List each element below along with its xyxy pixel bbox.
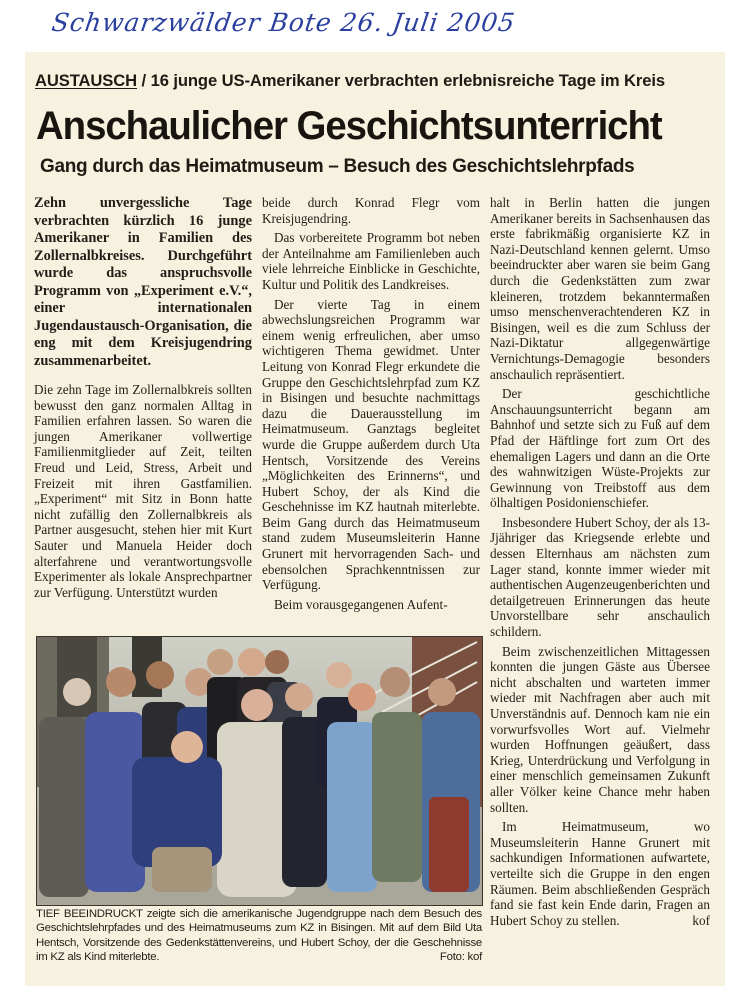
article-subheadline: Gang durch das Heimatmuseum – Besuch des Geschichtslehrpfads	[40, 156, 635, 177]
body-paragraph	[490, 819, 710, 928]
kicker-text: / 16 junge US-Amerikaner verbrachten erlebnisreiche Tage im Kreis	[137, 71, 666, 90]
body-paragraph: Der vierte Tag in einem abwechslungsreichen Programm war einem wenig erfreulichen, aber umso wichtigeren Thema gewidmet. Unter Leitung von Konrad Flegr erkundete die Gruppe den Geschichtslehrpfad zum KZ in Bisingen und besuchte nachmittags dazu die Dauerausstellung im Heimatmuseum. Ganztags begleitet wurde die Gruppe außerdem durch Uta Hentsch, Vorsitzende des Vereins „Möglichkeiten des Erinnerns“, und Hubert Schoy, der als Kind die Geschehnisse im KZ hautnah miterlebte. Beim Gang durch das Heimatmuseum stand zudem Museumsleiterin Hanne Grunert mit hervorragenden Sach- und ebensolchen Sprachkenntnissen zur Verfügung.	[262, 296, 480, 593]
article-column-1	[34, 195, 252, 604]
group-photo	[36, 636, 483, 906]
body-paragraph: Beim vorausgegangenen Aufent-	[274, 596, 448, 612]
photo-credit: Foto: kof	[439, 951, 482, 964]
caption-text: zeigte sich die amerikanische Jugendgruppe nach dem Besuch des Geschichtslehrpfades und des Heimatmuseums zum KZ in Bisingen. Mit auf dem Bild Uta Hentsch, Vorsitzende des Gedenkstättenvereins, und Hubert Schoy, der die Geschehnisse im KZ als Kind miterlebte.	[36, 908, 483, 964]
body-paragraph: beide durch Konrad Flegr vom Kreisjugendring.	[262, 195, 480, 226]
article-headline: Anschaulicher Geschichtsunterricht	[36, 104, 662, 148]
body-paragraph: Die zehn Tage im Zollernalbkreis sollten bewusst den ganz normalen Alltag in Familien erfahren lassen. So waren die jungen Amerikaner vollwertige Familienmitglieder auf Zeit, teilten Freud und Leid, Stress, Arbeit und Freizeit mit ihren Gastfamilien. „Experiment“ mit Sitz in Bonn hatte nicht zufällig den Zollernalbkreis als Partner ausgesucht, stehen hier mit Kurt Sauter und Manuela Heider doch alterfahrene und verantwortungsvolle Experimenter als lokale Ansprechpartner zur Verfügung. Unterstützt wurden	[34, 382, 252, 600]
article-column-3	[490, 195, 710, 932]
body-paragraph: Beim zwischenzeitlichen Mittagessen konnten die jungen Gäste aus Übersee nicht abschalten und warteten immer wieder mit Nachfragen aber auch mit Unverständnis auf. Dennoch kam nie ein vorwurfsvolles Wort auf. Vielmehr wurden Hoffnungen geäußert, dass Krieg, Unterdrückung und Verfolgung in einer menschlich gemeinsamen Zukunft aller Völker keine Chance mehr haben sollten.	[490, 643, 710, 815]
body-paragraph: Das vorbereitete Programm bot neben der Anteilnahme am Familienleben auch viele lehrreiche Einblicke in Geschichte, Kultur und Politik des Landkreises.	[262, 230, 480, 292]
body-paragraph: Der geschichtliche Anschauungsunterricht begann am Bahnhof und setzte sich zu Fuß auf dem Pfad der Häftlinge fort zum Ort des ehemaligen Lagers und dann an die Orte des wahnwitzigen Wüste-Projekts zur Gewinnung von Treibstoff aus dem ölhaltigen Posidonienschiefer.	[490, 386, 710, 511]
caption-lead: TIEF BEEINDRUCKT	[36, 908, 143, 920]
article-column-2	[262, 195, 480, 616]
photo-caption	[36, 907, 482, 965]
lead-paragraph: Zehn unvergessliche Tage verbrachten kürzlich 16 junge Amerikaner in Familien des Zollernalbkreises. Durchgeführt wurde das anspruchsvolle Programm von „Experiment e.V.“, einer internationalen Jugendaustausch-Organisation, die eng mit dem Kreisjugendring zusammenarbeitet.	[34, 195, 252, 369]
article-kicker	[35, 71, 665, 91]
kicker-tag: AUSTAUSCH	[35, 71, 138, 90]
handwritten-source-note: Schwarzwälder Bote 26. Juli 2005	[49, 8, 518, 37]
body-paragraph: halt in Berlin hatten die jungen Amerikaner bereits in Sachsenhausen das erste fabrikmäßig organisierte KZ in Nazi-Deutschland kennen gelernt. Umso beeindruckter aber waren sie beim Gang durch die Gedenkstätten zum zwar kleineren, trotzdem bekanntermaßen umso menschenverachtenderen KZ in Bisingen, weil es die zum Schluss der Nazi-Diktatur allgegenwärtige Vernichtungs-Demagogie besonders anschaulich repräsentiert.	[490, 195, 710, 382]
final-paragraph-text: Im Heimatmuseum, wo Museumsleiterin Hanne Grunert mit sachkundigen Informationen aufwartete, verteilte sich die Gruppe in den engen Räumen. Beim abschließenden Gespräch fand sie fast kein Ende darin, Fragen an Hubert Schoy zu stellen.	[490, 819, 710, 928]
group-photo-illustration	[37, 637, 482, 905]
author-signature: kof	[692, 912, 710, 928]
body-paragraph: Insbesondere Hubert Schoy, der als 13-Jjähriger das Kriegsende erlebte und dessen Elternhaus am nächsten zum Lager stand, konnte immer wieder mit authentischen Augenzeugenberichten und detailgetreuen Erinnerungen das heute Unvorstellbare sehr anschaulich schildern.	[490, 514, 710, 640]
